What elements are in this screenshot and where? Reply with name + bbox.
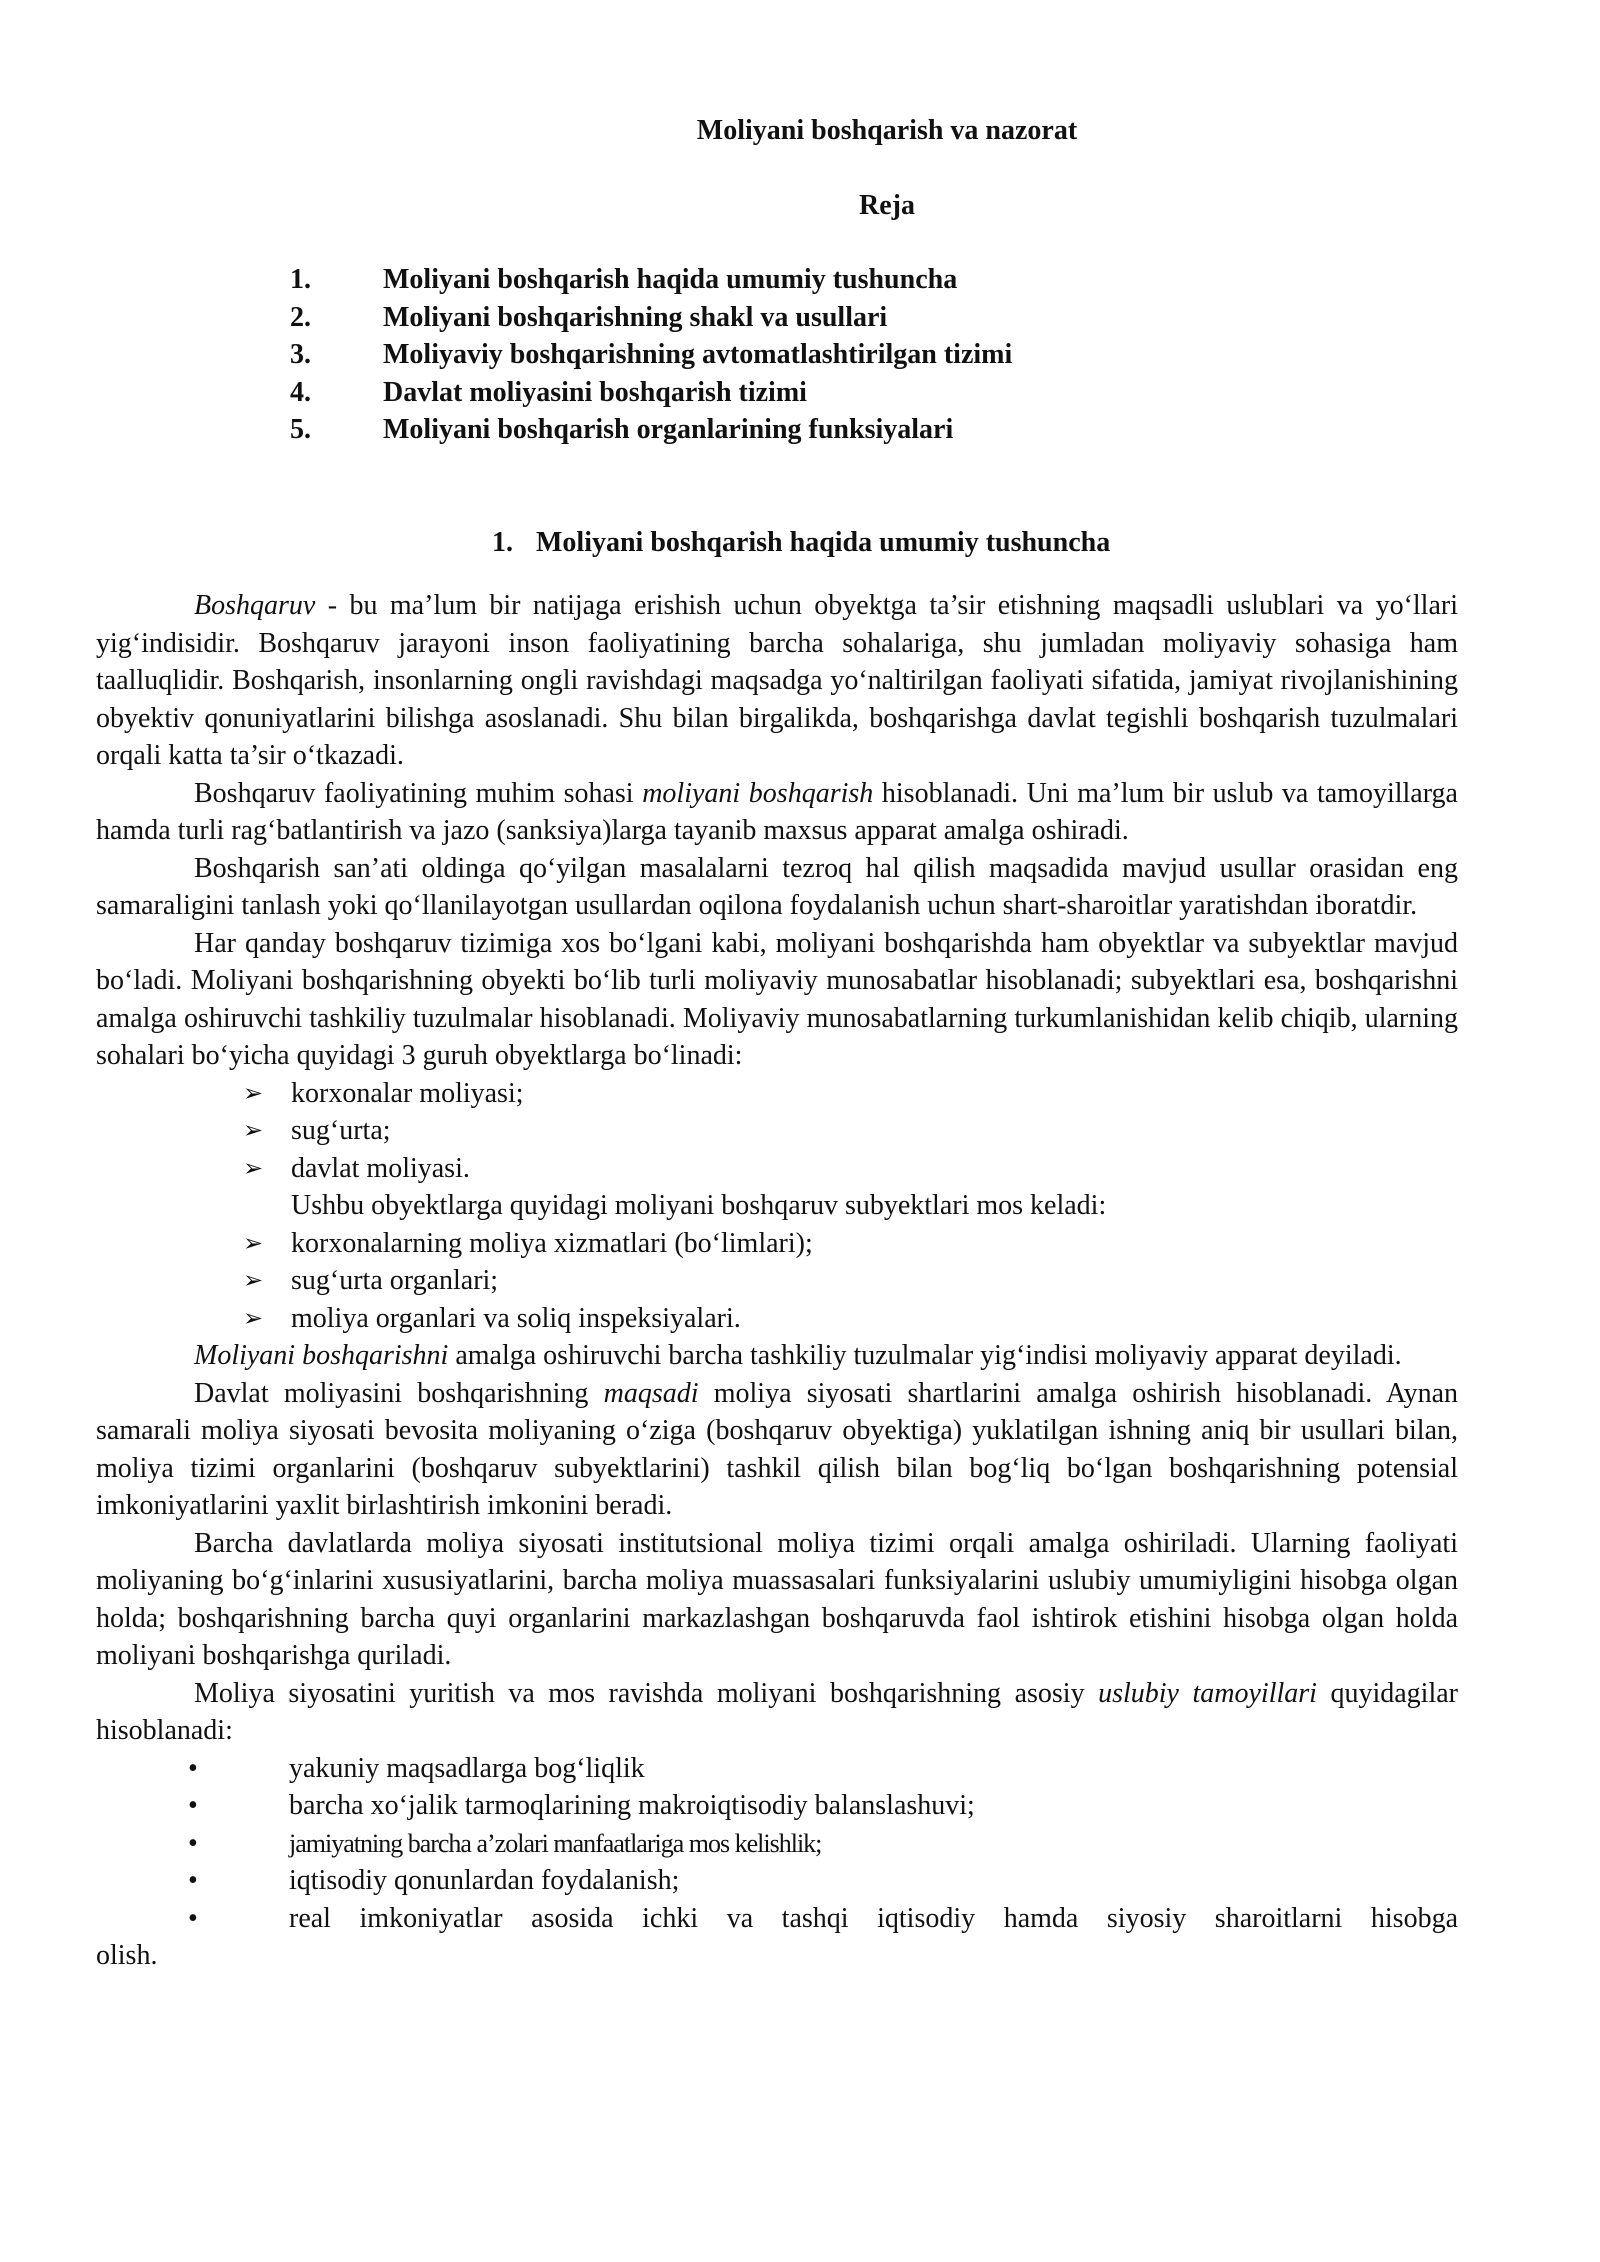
section-body [96,587,1458,1975]
arrow-bullet-icon: ➢ [243,1303,264,1332]
plan-list [96,261,1458,449]
arrow-bullet-icon: ➢ [243,1116,264,1144]
bullet-icon: • [188,1902,198,1934]
list-item-text: real imkoniyatlar asosida ichki va tashqi iqtisodiy hamda siyosiy sharoitlarni hisobga [289,1902,1458,1934]
list-continuation: olish. [96,1940,158,1971]
paragraph [96,1375,1458,1525]
bullet-icon: • [188,1752,198,1784]
paragraph [96,587,1458,775]
objects-list [96,1075,1458,1188]
list-item [96,1262,1458,1300]
paragraph-text: Davlat moliyasini boshqarishning [194,1377,604,1409]
plan-item-number: 5. [290,414,311,445]
principles-list [96,1750,1458,1938]
list-item-text: jamiyatning barcha a’zolari manfaatlariga mos kelishlik; [289,1828,822,1858]
paragraph: Boshqarish san’ati oldinga qo‘yilgan masalalarni tezroq hal qilish maqsadida mavjud usullar orasidan eng samaraligini tanlash yoki qo‘llanilayotgan usullardan oqilona foydalanish uchun shart-sharoitlar yaratishdan iboratdir. [96,852,1458,921]
arrow-bullet-icon: ➢ [243,1078,264,1107]
arrow-bullet-icon: ➢ [243,1228,264,1257]
paragraph: Barcha davlatlarda moliya siyosati institutsional moliya tizimi orqali amalga oshiriladi. Ularning faoliyati moliyaning bo‘g‘inlarini xususiyatlarini, barcha moliya muassasalari funksiyalarini uslubiy umumiyligini hisobga olgan holda; boshqarishning barcha quyi organlarini markazlashgan boshqaruvda faol ishtirok etishini hisobga olgan holda moliyani boshqarishga quriladi. [96,1527,1458,1671]
paragraph [96,775,1458,850]
list-item-text: korxonalarning moliya xizmatlari (bo‘limlari); [291,1227,813,1259]
document-title: Moliyani boshqarish va nazorat [696,115,1078,146]
paragraph-text: amalga oshiruvchi barcha tashkiliy tuzulmalar yig‘indisi moliyaviy apparat deyiladi. [448,1340,1402,1371]
list-item-text: barcha xo‘jalik tarmoqlarining makroiqtisodiy balanslashuvi; [289,1790,975,1821]
plan-item-text: Moliyani boshqarish haqida umumiy tushuncha [383,264,958,295]
document-content [96,112,1458,1975]
list-item [96,1825,1458,1863]
plan-item [96,374,1458,412]
term-emphasis: moliyani boshqarish [642,777,874,809]
bullet-icon: • [188,1827,198,1859]
list-item [96,1300,1458,1338]
list-item-text: korxonalar moliyasi; [291,1077,524,1109]
section-title: Moliyani boshqarish haqida umumiy tushuncha [536,526,1111,558]
list-item-text: yakuniy maqsadlarga bog‘liqlik [289,1752,645,1784]
list-item-text: sug‘urta organlari; [291,1265,499,1296]
section-number: 1. [492,526,513,558]
list-item [96,1112,1458,1150]
list-item [96,1862,1458,1900]
plan-item-number: 3. [290,339,311,370]
list-item-text: sug‘urta; [291,1115,391,1146]
term-emphasis: maqsadi [603,1377,699,1409]
paragraph [96,1337,1458,1375]
list-item-text: iqtisodiy qonunlardan foydalanish; [289,1865,680,1896]
plan-item-text: Moliyaviy boshqarishning avtomatlashtirilgan tizimi [383,339,1013,370]
paragraph-text: hisoblanadi. Uni ma’lum bir uslub va tamoyillarga hamda turli rag‘batlantirish va jazo (sanksiya)larga tayanib maxsus apparat amalga oshiradi. [96,777,1458,846]
list-item [96,1225,1458,1263]
subjects-intro: Ushbu obyektlarga quyidagi moliyani boshqaruv subyektlari mos keladi: [291,1190,1107,1221]
paragraph [96,1675,1458,1750]
paragraph: Har qanday boshqaruv tizimiga xos bo‘lgani kabi, moliyani boshqarishda ham obyektlar va subyektlar mavjud bo‘ladi. Moliyani boshqarishning obyekti bo‘lib turli moliyaviy munosabatlar hisoblanadi; subyektlari esa, boshqarishni amalga oshiruvchi tashkiliy tuzulmalar hisoblanadi. Moliyaviy munosabatlarning turkumlanishidan kelib chiqib, ularning sohalari bo‘yicha quyidagi 3 guruh obyektlarga bo‘linadi: [96,927,1458,1071]
list-item [96,1787,1458,1825]
arrow-bullet-icon: ➢ [243,1153,264,1182]
list-item-text: davlat moliyasi. [291,1152,470,1184]
term-emphasis: uslubiy tamoyillari [1098,1677,1317,1709]
list-item [96,1900,1458,1938]
plan-item-number: 2. [290,301,311,333]
list-item [96,1075,1458,1113]
plan-item [96,261,1458,299]
subjects-list [96,1225,1458,1338]
paragraph-text: quyidagilar hisoblanadi: [96,1677,1458,1746]
list-item [96,1750,1458,1788]
plan-item-text: Davlat moliyasini boshqarish tizimi [383,376,807,408]
paragraph-text: Boshqaruv faoliyatining muhim sohasi [194,777,643,809]
plan-item [96,299,1458,337]
plan-item [96,411,1458,449]
term-emphasis: Boshqaruv [194,590,316,621]
paragraph-text: - bu ma’lum bir natijaga erishish uchun obyektga ta’sir etishning maqsadli uslublari va yo‘llari yig‘indisidir. Boshqaruv jarayoni inson faoliyatining barcha sohalariga, shu jumladan moliyaviy sohasiga ham taalluqlidir. Boshqarish, insonlarning ongli ravishdagi maqsadga yo‘naltirilgan faoliyati sifatida, jamiyat rivojlanishining obyektiv qonuniyatlarini bilishga asoslanadi. Shu bilan birgalikda, boshqarishga davlat tegishli boshqarish tuzulmalari orqali katta ta’sir o‘tkazadi. [96,590,1458,771]
paragraph-text: moliya siyosati shartlarini amalga oshirish hisoblanadi. Aynan samarali moliya siyosati bevosita moliyaning o‘ziga (boshqaruv obyektiga) yuklatilgan ishning aniq bir usullari bilan, moliya tizimi organlarini (boshqaruv subyektlarini) tashkil qilish bilan bog‘liq bo‘lgan boshqarishning potensial imkoniyatlarini yaxlit birlashtirish imkonini beradi. [96,1377,1458,1521]
list-item-text: moliya organlari va soliq inspeksiyalari. [291,1302,741,1334]
plan-item [96,336,1458,374]
term-emphasis: Moliyani boshqarishni [194,1340,449,1371]
plan-heading: Reja [859,189,915,221]
paragraph-text: Moliya siyosatini yuritish va mos ravishda moliyani boshqarishning asosiy [194,1677,1099,1709]
plan-item-number: 1. [290,264,311,295]
section-heading [96,524,1458,562]
plan-item-text: Moliyani boshqarishning shakl va usullari [383,301,888,333]
plan-item-text: Moliyani boshqarish organlarining funksiyalari [383,414,954,445]
arrow-bullet-icon: ➢ [243,1266,264,1294]
bullet-icon: • [188,1865,198,1896]
list-item [96,1150,1458,1188]
plan-item-number: 4. [290,376,311,408]
bullet-icon: • [188,1790,198,1821]
